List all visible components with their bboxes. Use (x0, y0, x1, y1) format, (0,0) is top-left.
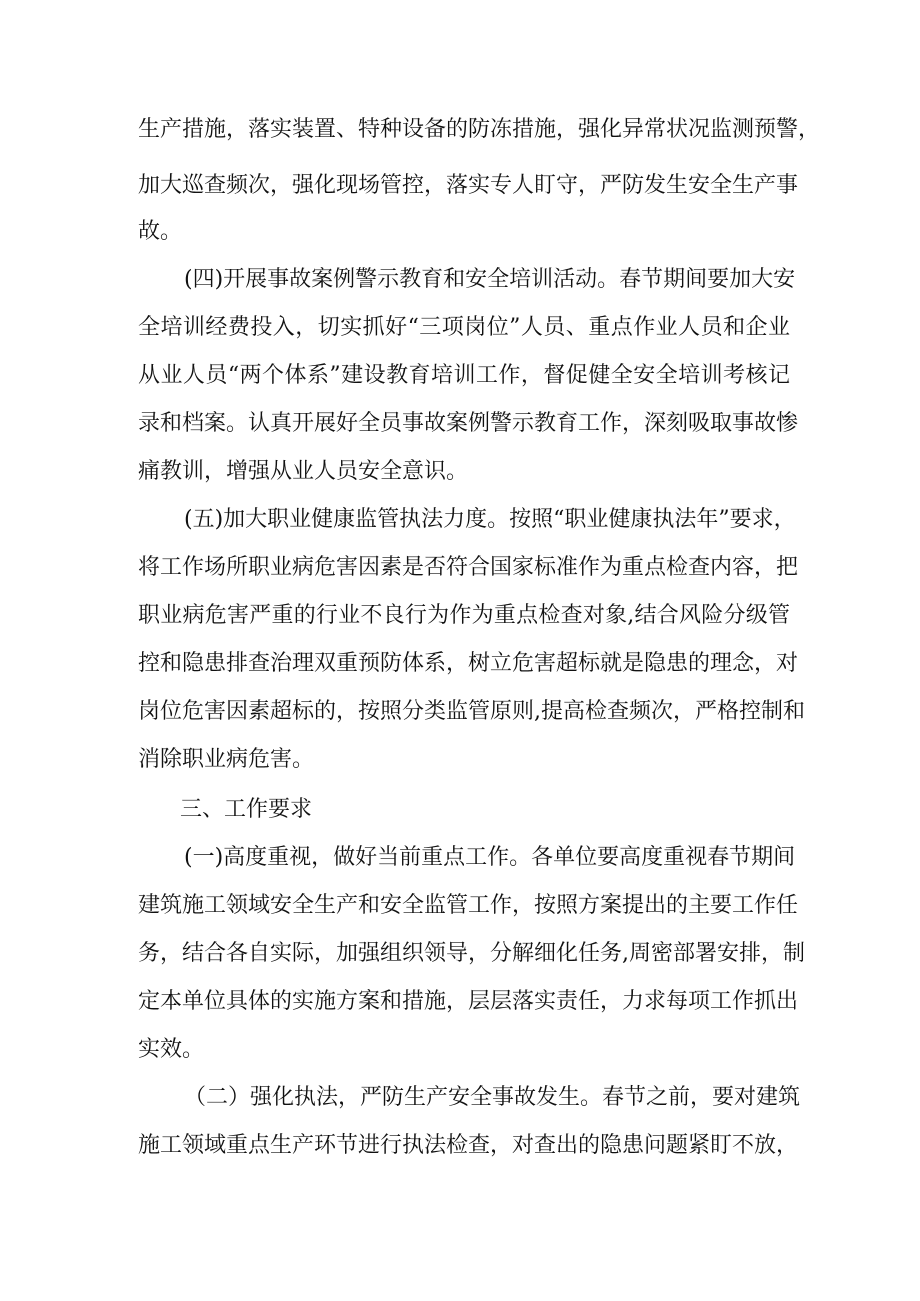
paragraph-first-line: (一)高度重视，做好当前重点工作。各单位要高度重视春节期间 (184, 845, 796, 870)
text-line: 消除职业病危害。 (138, 747, 315, 772)
text-line: 故。 (138, 219, 183, 244)
paragraph-first-line: （二）强化执法，严防生产安全事故发生。春节之前，要对建筑 (184, 1085, 801, 1110)
text-line: 岗位危害因素超标的，按照分类监管原则,提高检查频次，严格控制和 (138, 699, 805, 724)
text-line: 从业人员“两个体系”建设教育培训工作，督促健全安全培训考核记 (138, 363, 790, 388)
text-line: 录和档案。认真开展好全员事故案例警示教育工作，深刻吸取事故惨 (138, 411, 799, 436)
text-line: 施工领域重点生产环节进行执法检查，对查出的隐患问题紧盯不放， (138, 1133, 799, 1158)
paragraph-first-line: (五)加大职业健康监管执法力度。按照“职业健康执法年”要求， (184, 507, 796, 532)
text-line: 将工作场所职业病危害因素是否符合国家标准作为重点检查内容，把 (138, 555, 799, 580)
section-heading: 三、工作要求 (180, 797, 313, 822)
text-line: 痛教训，增强从业人员安全意识。 (138, 459, 469, 484)
text-line: 定本单位具体的实施方案和措施，层层落实责任，力求每项工作抓出 (138, 989, 799, 1014)
text-line: 生产措施，落实装置、特种设备的防冻措施，强化异常状况监测预警， (138, 117, 821, 142)
text-line: 职业病危害严重的行业不良行为作为重点检查对象,结合风险分级管 (138, 603, 790, 628)
text-line: 加大巡查频次，强化现场管控，落实专人盯守，严防发生安全生产事 (138, 173, 799, 198)
text-line: 全培训经费投入，切实抓好“三项岗位”人员、重点作业人员和企业 (138, 315, 790, 340)
text-line: 控和隐患排查治理双重预防体系，树立危害超标就是隐患的理念，对 (138, 651, 799, 676)
text-line: 建筑施工领域安全生产和安全监管工作，按照方案提出的主要工作任 (138, 893, 799, 918)
text-line: 实效。 (138, 1037, 205, 1062)
paragraph-first-line: (四)开展事故案例警示教育和安全培训活动。春节期间要加大安 (184, 267, 796, 292)
text-line: 务，结合各自实际，加强组织领导，分解细化任务,周密部署安排，制 (138, 941, 805, 966)
